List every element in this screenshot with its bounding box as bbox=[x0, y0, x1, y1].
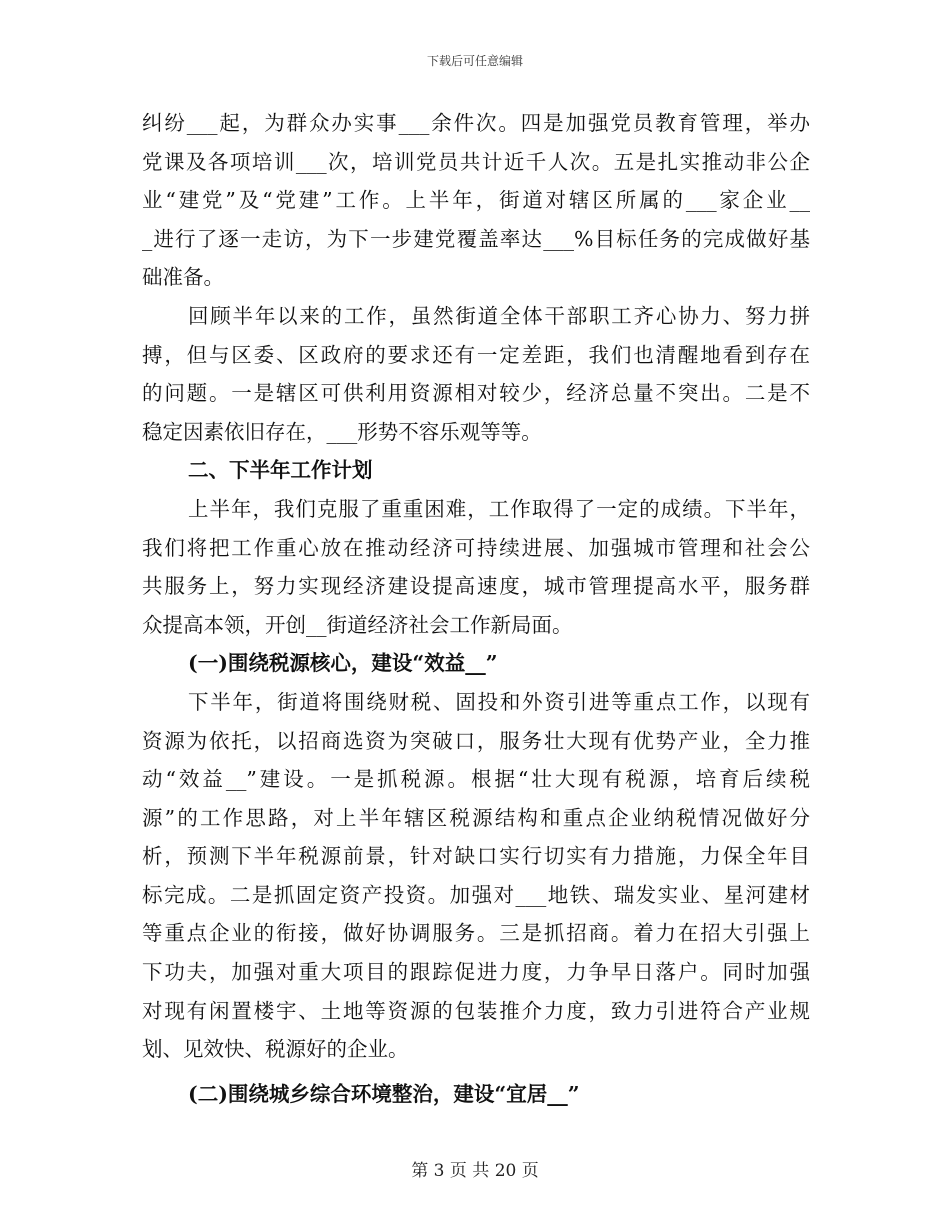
subsection-heading: (二)围绕城乡综合环境整治，建设“宜居__” bbox=[188, 1081, 580, 1106]
body-line: 稳定因素依旧存在，___形势不容乐观等等。 bbox=[142, 419, 542, 444]
document-body bbox=[142, 104, 810, 1113]
body-line: 众提高本领，开创__街道经济社会工作新局面。 bbox=[142, 612, 573, 637]
section-heading: 二、下半年工作计划 bbox=[188, 458, 373, 483]
body-line: 对现有闲置楼宇、土地等资源的包装推介力度，致力引进符合产业规 bbox=[142, 998, 810, 1023]
body-line: 的问题。一是辖区可供利用资源相对较少，经济总量不突出。二是不 bbox=[142, 381, 810, 406]
body-line: 搏，但与区委、区政府的要求还有一定差距，我们也清醒地看到存在 bbox=[142, 342, 810, 367]
body-line: 源”的工作思路，对上半年辖区税源结构和重点企业纳税情况做好分 bbox=[142, 805, 810, 830]
body-line: 析，预测下半年税源前景，针对缺口实行切实有力措施，力保全年目 bbox=[142, 844, 810, 869]
body-line: 上半年，我们克服了重重困难，工作取得了一定的成绩。下半年， bbox=[188, 496, 810, 521]
body-line: 下半年，街道将围绕财税、固投和外资引进等重点工作，以现有 bbox=[188, 689, 810, 714]
body-line: 业“建党”及“党建”工作。上半年，街道对辖区所属的___家企业__ bbox=[142, 188, 810, 213]
body-line: 资源为依托，以招商选资为突破口，服务壮大现有优势产业，全力推 bbox=[142, 728, 810, 753]
body-line: _进行了逐一走访，为下一步建党覆盖率达___%目标任务的完成做好基 bbox=[142, 226, 810, 251]
body-line: 我们将把工作重心放在推动经济可持续进展、加强城市管理和社会公 bbox=[142, 535, 810, 560]
body-line: 划、见效快、税源好的企业。 bbox=[142, 1037, 409, 1062]
body-line: 标完成。二是抓固定资产投资。加强对___地铁、瑞发实业、星河建材 bbox=[142, 882, 810, 907]
page-number: 第 3 页 共 20 页 bbox=[411, 1161, 539, 1181]
body-line: 党课及各项培训___次，培训党员共计近千人次。五是扎实推动非公企 bbox=[142, 149, 810, 174]
body-line: 动“效益__”建设。一是抓税源。根据“壮大现有税源，培育后续税 bbox=[142, 767, 810, 792]
body-line: 下功夫，加强对重大项目的跟踪促进力度，力争早日落户。同时加强 bbox=[142, 960, 810, 985]
body-line: 纠纷___起，为群众办实事___余件次。四是加强党员教育管理，举办 bbox=[142, 111, 810, 135]
subsection-heading: (一)围绕税源核心，建设“效益__” bbox=[188, 651, 498, 676]
page-header-note: 下载后可任意编辑 bbox=[426, 54, 523, 68]
body-line: 等重点企业的衔接，做好协调服务。三是抓招商。着力在招大引强上 bbox=[142, 921, 810, 946]
body-line: 回顾半年以来的工作，虽然街道全体干部职工齐心协力、努力拼 bbox=[188, 303, 810, 328]
body-line: 共服务上，努力实现经济建设提高速度，城市管理提高水平，服务群 bbox=[142, 574, 810, 599]
body-line: 础准备。 bbox=[142, 265, 224, 290]
